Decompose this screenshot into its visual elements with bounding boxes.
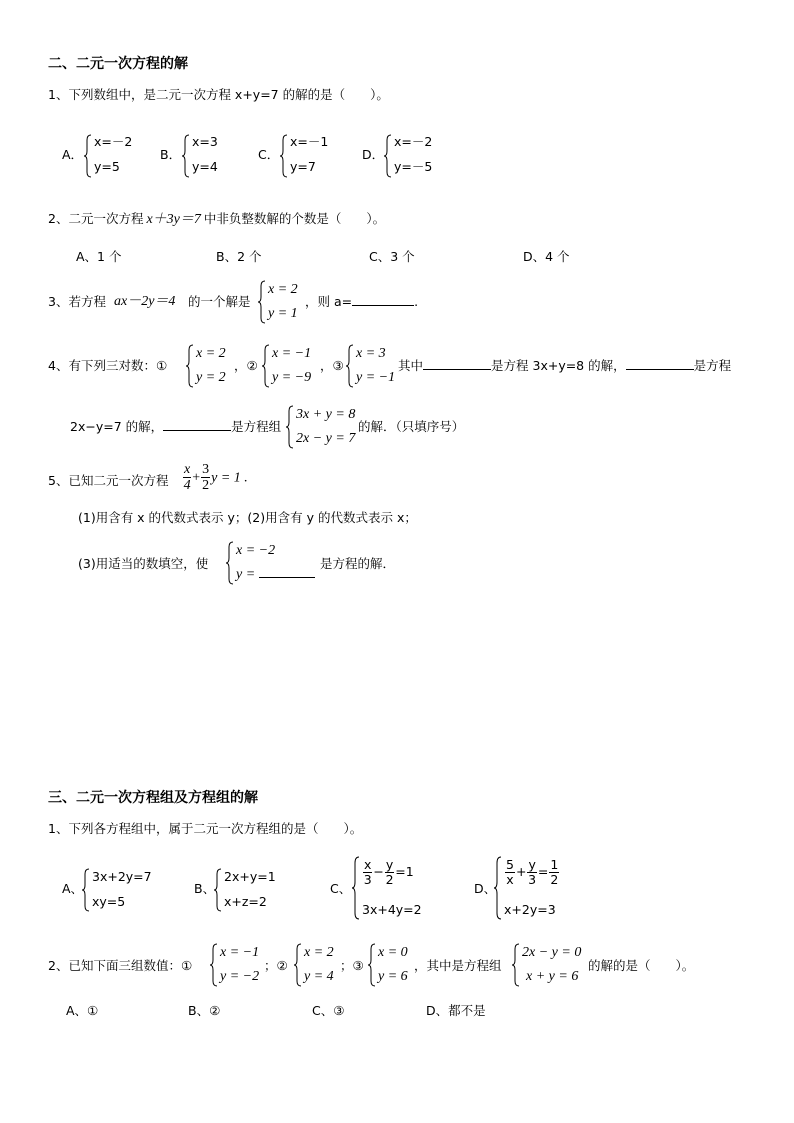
q4-prefix: 4、有下列三对数：① bbox=[48, 358, 168, 373]
brace-icon bbox=[210, 943, 218, 987]
s3-c-frac-2-den: 2 bbox=[385, 871, 394, 887]
s3-q2-pair-2-line2: y = 4 bbox=[304, 969, 334, 984]
q4-pair-3-line2: y = −1 bbox=[356, 370, 396, 385]
s3-q2-sep-3: ；③ bbox=[340, 958, 364, 973]
s3-d-eq: = bbox=[537, 863, 549, 879]
s3-option-label-b: B、 bbox=[194, 881, 216, 896]
s3-q2-suffix: 的解的是（ ）。 bbox=[588, 958, 695, 973]
q3-equation: ax－2y＝4 bbox=[114, 294, 176, 309]
q4-blank-2[interactable] bbox=[626, 369, 694, 370]
brace-icon bbox=[346, 344, 354, 388]
s3-option-b-line2: x+z=2 bbox=[224, 894, 267, 909]
brace-icon bbox=[368, 943, 376, 987]
option-d-line2: y=－5 bbox=[394, 159, 433, 174]
option-d-line1: x=－2 bbox=[394, 134, 433, 149]
q4-system-line1: 3x + y = 8 bbox=[296, 407, 356, 422]
brace-icon bbox=[258, 280, 266, 324]
q4-pair-2 bbox=[262, 344, 322, 390]
option-label-d: D． bbox=[362, 147, 385, 162]
q5-sub3-suffix: 是方程的解． bbox=[320, 556, 396, 571]
s3-option-a-line1: 3x+2y=7 bbox=[92, 869, 152, 884]
q4-text-b: 是方程 3x+y=8 的解， bbox=[491, 358, 626, 373]
s3-q2-system bbox=[512, 943, 592, 989]
q5-frac-1-num: x bbox=[184, 462, 191, 477]
q5-frac-2-num: 3 bbox=[202, 462, 210, 477]
s3-d-frac-1-den: x bbox=[506, 871, 514, 887]
q5-sub3-blank[interactable] bbox=[259, 577, 315, 578]
q5-sub1: (1)用含有 x 的代数式表示 y；(2)用含有 y 的代数式表示 x； bbox=[78, 510, 417, 525]
option-a-system bbox=[84, 134, 144, 180]
s3-q2-option-c: C、③ bbox=[312, 1003, 345, 1018]
q3-line1: x = 2 bbox=[268, 282, 298, 297]
s3-q2-pair-1-line1: x = −1 bbox=[220, 945, 260, 960]
s3-option-a-line2: xy=5 bbox=[92, 894, 126, 909]
q2-prefix: 2、二元一次方程 bbox=[48, 211, 144, 226]
q2-equation: x＋3y＝7 bbox=[146, 212, 201, 227]
option-c-system bbox=[280, 134, 340, 180]
s3-d-frac-3-num: 1 bbox=[550, 857, 559, 872]
brace-icon bbox=[384, 134, 392, 178]
s3-q2-system-line1: 2x − y = 0 bbox=[522, 945, 582, 960]
q4-system bbox=[286, 405, 366, 451]
q4-line2-c: 的解．（只填序号） bbox=[358, 419, 465, 434]
q4-line2 bbox=[70, 421, 281, 434]
s3-c-frac-1-den: 3 bbox=[363, 871, 372, 887]
brace-icon bbox=[294, 943, 302, 987]
s3-d-frac-1-num: 5 bbox=[506, 857, 514, 872]
q5-equation bbox=[182, 462, 248, 494]
q4-line2-a: 2x−y=7 的解， bbox=[70, 419, 164, 434]
brace-icon bbox=[182, 134, 190, 178]
q4-blank-1[interactable] bbox=[423, 369, 491, 370]
s3-option-d-system bbox=[494, 856, 584, 922]
s3-q2-pair-1-line2: y = −2 bbox=[220, 969, 260, 984]
option-label-a: A． bbox=[62, 147, 84, 162]
s3-option-label-c: C、 bbox=[330, 881, 352, 896]
brace-icon bbox=[352, 856, 360, 920]
brace-icon bbox=[494, 856, 502, 920]
q4-pair-1 bbox=[186, 344, 236, 390]
q5-sub3-line1: x = −2 bbox=[236, 543, 276, 558]
question-2-2-stem bbox=[48, 213, 385, 227]
option-a-line2: y=5 bbox=[94, 159, 120, 174]
q5-sub3-line2: y = bbox=[236, 567, 256, 582]
q4-pair-2-line2: y = −9 bbox=[272, 370, 312, 385]
q5-frac-1 bbox=[183, 462, 191, 494]
brace-icon bbox=[84, 134, 92, 178]
q3-middle: 的一个解是 bbox=[188, 294, 251, 309]
s3-d-frac-1 bbox=[505, 858, 515, 887]
q5-plus: + bbox=[192, 470, 201, 486]
q2-option-c: C、3 个 bbox=[369, 249, 415, 264]
brace-icon bbox=[226, 541, 234, 585]
s3-q2-option-a: A、① bbox=[66, 1003, 99, 1018]
brace-icon bbox=[214, 868, 222, 912]
s3-q2-pair-3 bbox=[368, 943, 418, 989]
q4-pair-1-line2: y = 2 bbox=[196, 370, 226, 385]
question-3-1-stem: 1、下列各方程组中，属于二元一次方程组的是（ ）。 bbox=[48, 821, 363, 836]
s3-c-frac-2 bbox=[385, 858, 394, 887]
q4-text-c: 是方程 bbox=[693, 358, 732, 373]
question-2-1-stem: 1、下列数组中，是二元一次方程 x+y=7 的解的是（ ）。 bbox=[48, 87, 389, 102]
q5-prefix: 5、已知二元一次方程 bbox=[48, 473, 169, 488]
q2-option-b: B、2 个 bbox=[216, 249, 262, 264]
s3-option-label-d: D、 bbox=[474, 881, 497, 896]
s3-q2-option-b: B、② bbox=[188, 1003, 221, 1018]
s3-c-frac-1 bbox=[363, 858, 372, 887]
q4-line1-rest bbox=[398, 360, 731, 373]
s3-option-label-a: A、 bbox=[62, 881, 84, 896]
s3-q2-sep-2: ；② bbox=[264, 958, 288, 973]
s3-option-d-line2: x+2y=3 bbox=[504, 902, 556, 917]
q3-prefix: 3、若方程 bbox=[48, 294, 106, 309]
s3-q2-mid: ，其中是方程组 bbox=[414, 958, 502, 973]
q5-rest: y = 1 . bbox=[211, 470, 248, 486]
brace-icon bbox=[280, 134, 288, 178]
q3-line2: y = 1 bbox=[268, 306, 298, 321]
s3-q2-option-d: D、都不是 bbox=[426, 1003, 486, 1018]
q4-pair-3 bbox=[346, 344, 406, 390]
s3-option-b-system bbox=[214, 868, 294, 914]
s3-d-frac-3-den: 2 bbox=[550, 871, 559, 887]
s3-option-c-system bbox=[352, 856, 442, 922]
option-a-line1: x=－2 bbox=[94, 134, 133, 149]
q4-system-line2: 2x − y = 7 bbox=[296, 431, 356, 446]
s3-q2-pair-1 bbox=[210, 943, 272, 989]
option-label-b: B． bbox=[160, 147, 182, 162]
q2-option-a: A、1 个 bbox=[76, 249, 122, 264]
s3-q2-pair-2-line1: x = 2 bbox=[304, 945, 334, 960]
q5-frac-1-den: 4 bbox=[183, 478, 191, 494]
s3-q2-pair-2 bbox=[294, 943, 344, 989]
brace-icon bbox=[186, 344, 194, 388]
s3-option-b-line1: 2x+y=1 bbox=[224, 869, 276, 884]
section-3-title: 三、二元一次方程组及方程组的解 bbox=[48, 790, 258, 806]
option-c-line1: x=－1 bbox=[290, 134, 329, 149]
q3-end: . bbox=[414, 294, 419, 309]
q4-sep-2: ，② bbox=[234, 358, 258, 373]
option-b-line2: y=4 bbox=[192, 159, 218, 174]
q4-pair-3-line1: x = 3 bbox=[356, 346, 386, 361]
s3-c-frac-1-num: x bbox=[364, 857, 372, 872]
s3-c-frac-2-num: y bbox=[385, 857, 394, 872]
q5-sub3-system bbox=[226, 541, 326, 587]
option-b-line1: x=3 bbox=[192, 134, 218, 149]
s3-c-eq: =1 bbox=[395, 863, 414, 879]
option-b-system bbox=[182, 134, 242, 180]
s3-q2-system-line2: x + y = 6 bbox=[526, 969, 579, 984]
q4-text-a: 其中 bbox=[398, 358, 424, 373]
q3-suffix-text: ，则 a= bbox=[305, 294, 353, 309]
q4-blank-3[interactable] bbox=[163, 430, 231, 431]
q2-suffix: 中非负整数解的个数是（ ）。 bbox=[203, 211, 386, 226]
q3-answer-blank[interactable] bbox=[352, 305, 414, 306]
option-c-line2: y=7 bbox=[290, 159, 316, 174]
section-2-title: 二、二元一次方程的解 bbox=[48, 56, 188, 72]
option-d-system bbox=[384, 134, 444, 180]
s3-d-frac-2-num: y bbox=[528, 857, 536, 872]
brace-icon bbox=[512, 943, 520, 987]
q4-sep-3: ，③ bbox=[320, 358, 344, 373]
q5-frac-2 bbox=[201, 462, 210, 494]
brace-icon bbox=[82, 868, 90, 912]
s3-d-frac-2 bbox=[527, 858, 536, 887]
q5-sub3-prefix: (3)用适当的数填空，使 bbox=[78, 556, 209, 571]
brace-icon bbox=[262, 344, 270, 388]
s3-option-a-system bbox=[82, 868, 162, 914]
s3-q2-prefix: 2、已知下面三组数值：① bbox=[48, 958, 193, 973]
s3-d-frac-3 bbox=[549, 858, 559, 887]
s3-d-frac-2-den: 3 bbox=[528, 871, 537, 887]
option-label-c: C． bbox=[258, 147, 280, 162]
q3-suffix bbox=[305, 296, 418, 309]
s3-d-plus: + bbox=[515, 863, 527, 879]
q2-option-d: D、4 个 bbox=[523, 249, 570, 264]
s3-q2-pair-3-line1: x = 0 bbox=[378, 945, 408, 960]
brace-icon bbox=[286, 405, 294, 449]
q4-line2-b: 是方程组 bbox=[231, 419, 282, 434]
s3-q2-pair-3-line2: y = 6 bbox=[378, 969, 408, 984]
q4-pair-1-line1: x = 2 bbox=[196, 346, 226, 361]
s3-option-c-line2: 3x+4y=2 bbox=[362, 902, 422, 917]
q3-solution-system bbox=[258, 280, 308, 326]
s3-c-minus: − bbox=[373, 863, 384, 879]
q4-pair-2-line1: x = −1 bbox=[272, 346, 312, 361]
q5-frac-2-den: 2 bbox=[202, 478, 210, 494]
